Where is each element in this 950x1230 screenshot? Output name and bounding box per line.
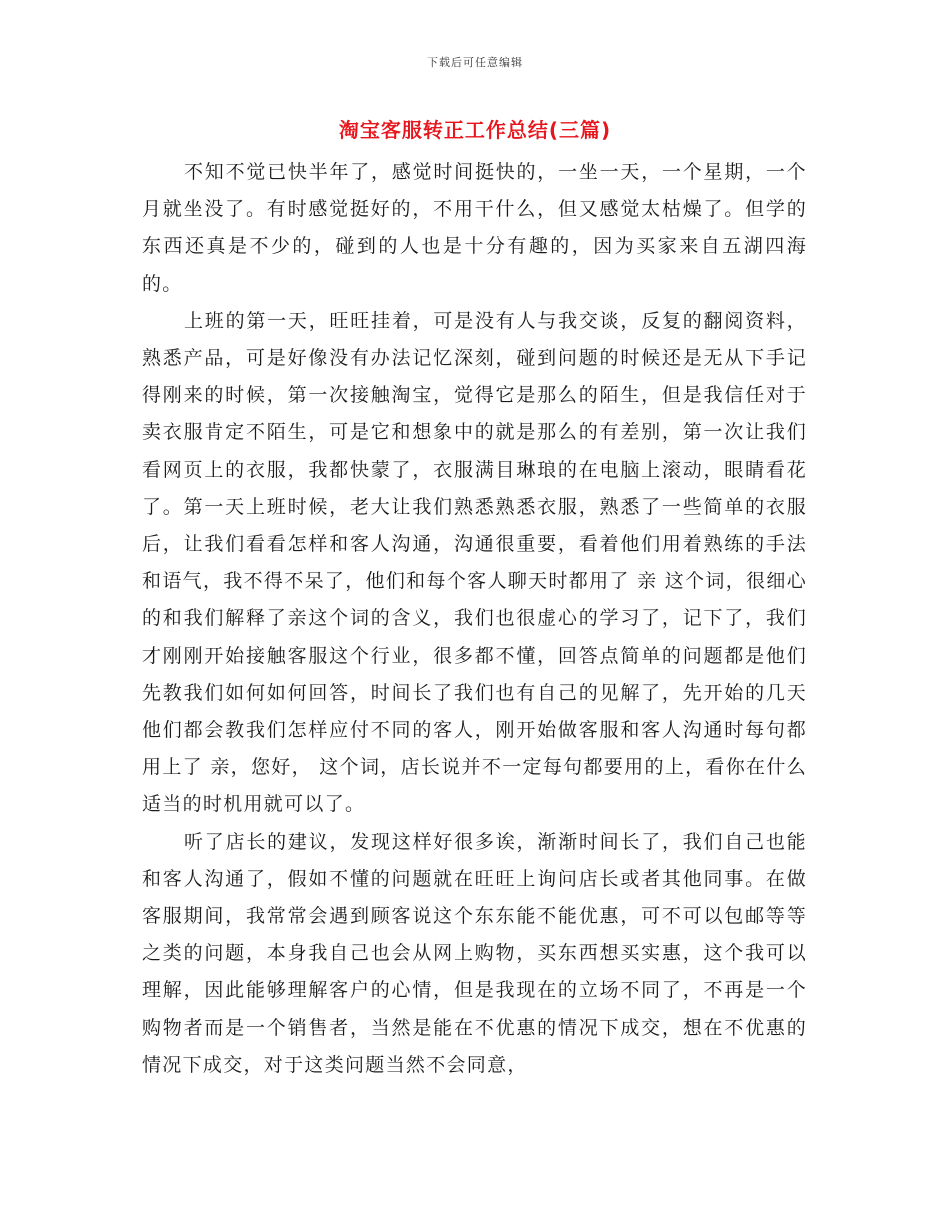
document-title: 淘宝客服转正工作总结(三篇)	[338, 118, 612, 142]
page-header-note: 下载后可任意编辑	[427, 56, 523, 69]
paragraph-2: 上班的第一天，旺旺挂着，可是没有人与我交谈，反复的翻阅资料，熟悉产品，可是好像没有办法记忆深刻，碰到问题的时候还是无从下手记得刚来的时候，第一次接触淘宝，觉得它是那么的陌生，但是我信任对于卖衣服肯定不陌生，可是它和想象中的就是那么的有差别，第一次让我们看网页上的衣服，我都快蒙了，衣服满目琳琅的在电脑上滚动，眼睛看花了。第一天上班时候，老大让我们熟悉熟悉衣服，熟悉了一些简单的衣服后，让我们看看怎样和客人沟通，沟通很重要，看着他们用着熟练的手法和语气，我不得不呆了，他们和每个客人聊天时都用了 亲 这个词，很细心的和我们解释了亲这个词的含义，我们也很虚心的学习了，记下了，我们才刚刚开始接触客服这个行业，很多都不懂，回答点简单的问题都是他们先教我们如何如何回答，时间长了我们也有自己的见解了，先开始的几天他们都会教我们怎样应付不同的客人，刚开始做客服和客人沟通时每句都用上了 亲，您好， 这个词，店长说并不一定每句都要用的上，看你在什么适当的时机用就可以了。	[142, 309, 807, 816]
document-body	[142, 154, 807, 1084]
paragraph-3: 听了店长的建议，发现这样好很多诶，渐渐时间长了，我们自己也能和客人沟通了，假如不懂的问题就在旺旺上询问店长或者其他同事。在做客服期间，我常常会遇到顾客说这个东东能不能优惠，可不可以包邮等等之类的问题，本身我自己也会从网上购物，买东西想买实惠，这个我可以理解，因此能够理解客户的心情，但是我现在的立场不同了，不再是一个购物者而是一个销售者，当然是能在不优惠的情况下成交，想在不优惠的情况下成交，对于这类问题当然不会同意，	[142, 830, 807, 1076]
paragraph-1: 不知不觉已快半年了，感觉时间挺快的，一坐一天，一个星期，一个月就坐没了。有时感觉挺好的，不用干什么，但又感觉太枯燥了。但学的东西还真是不少的，碰到的人也是十分有趣的，因为买家来自五湖四海的。	[142, 161, 807, 295]
